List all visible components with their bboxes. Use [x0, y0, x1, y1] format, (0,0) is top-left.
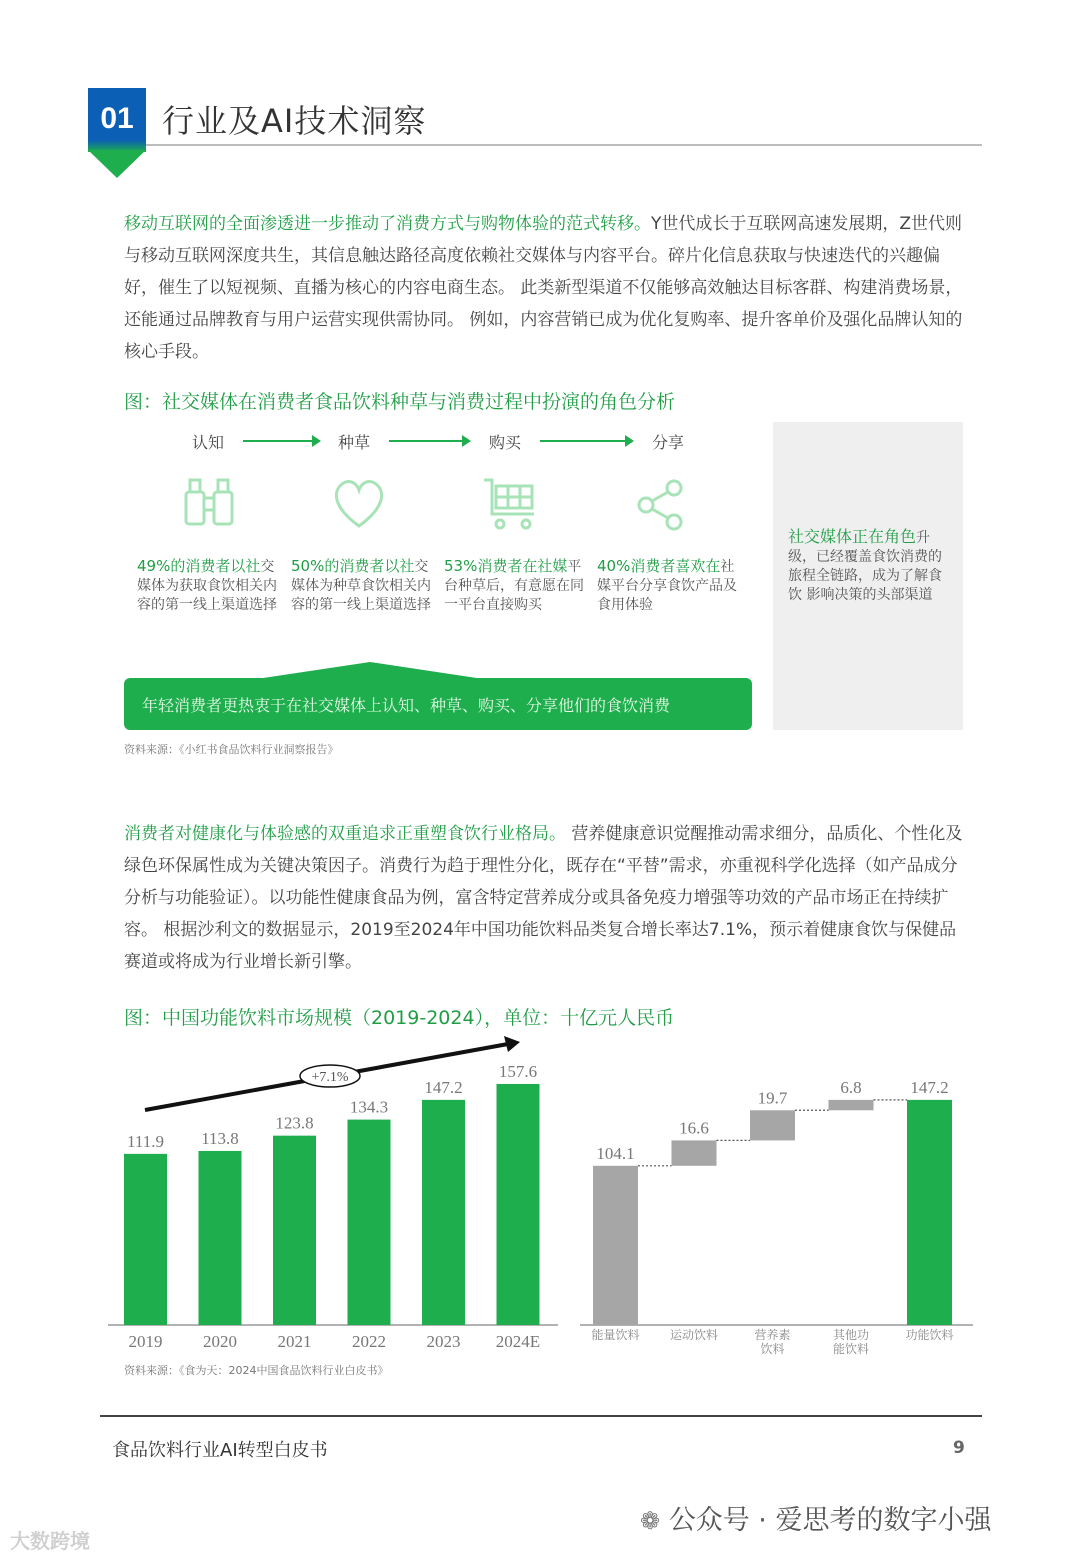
flow-arrow	[389, 440, 463, 442]
waterfall-bar	[750, 1110, 795, 1140]
x-tick-label: 2019	[128, 1332, 163, 1351]
stage-purchase: 购买	[488, 433, 521, 452]
waterfall-value-label: 16.6	[679, 1118, 709, 1138]
stat-lead: 53%消费者在社媒	[444, 557, 568, 575]
bar-2019	[124, 1154, 167, 1325]
waterfall-bar	[907, 1100, 952, 1325]
page-number: 9	[953, 1438, 965, 1458]
binoculars-icon	[174, 470, 244, 540]
figure-1-title: 图：社交媒体在消费者食品饮料种草与消费过程中扮演的角色分析	[124, 391, 676, 413]
watermark-text: 公众号 · 爱思考的数字小强	[668, 1505, 992, 1536]
bar-value-label: 111.9	[127, 1131, 164, 1151]
x-tick-label: 2023	[426, 1332, 461, 1351]
heart-icon	[324, 468, 394, 538]
waterfall-value-label: 6.8	[840, 1077, 862, 1097]
x-tick-label: 2020	[203, 1332, 237, 1351]
bar-2024E	[497, 1084, 540, 1325]
paragraph-2-highlight: 消费者对健康化与体验感的双重追求正重塑食饮行业格局。	[124, 824, 566, 844]
figure-1-source: 资料来源：《小红书食品饮料行业洞察报告》	[124, 743, 339, 756]
watermark	[640, 1498, 991, 1537]
shopping-cart-icon	[476, 470, 546, 540]
waterfall-bar	[829, 1100, 874, 1110]
bar-value-label: 134.3	[349, 1097, 389, 1117]
waterfall-chart-composition	[575, 1030, 975, 1360]
header-divider	[146, 144, 982, 146]
stage-seeding: 种草	[337, 433, 370, 452]
stat-lead: 49%的消费者以社	[137, 557, 261, 575]
waterfall-value-label: 19.7	[757, 1088, 788, 1108]
waterfall-bar	[672, 1140, 717, 1165]
x-tick-label: 运动饮料	[669, 1328, 719, 1342]
stat-text: 交媒体为种草食饮相关内容的第一线上渠道选择	[291, 559, 431, 613]
paragraph-1-body: Y世代成长于互联网高速发展期，Z世代则与移动互联网深度共生，其信息触达路径高度依赖社交媒体与内容平台。碎片化信息获取与快速迭代的兴趣偏好，催生了以短视频、直播为核心的内容电商生态。 此类新型渠道不仅能够高效触达目标客群、构建消费场景，还能通过品牌教育与用户运营实现供需协同。 例如，内容营销已成为优化复购率、提升客单价及强化品牌认知的核心手段。	[124, 214, 963, 362]
waterfall-bar	[593, 1166, 638, 1325]
stage-awareness: 认知	[191, 433, 224, 452]
stat-text: 社媒平台分享食饮产品及食用体验	[597, 559, 737, 613]
paragraph-2-body: 营养健康意识觉醒推动需求细分，品质化、个性化及绿色环保属性成为关键决策因子。消费行为趋于理性分化，既存在“平替”需求，亦重视科学化选择（如产品成分分析与功能验证）。以功能性健康食品为例，富含特定营养成分或具备免疫力增强等功效的产品市场正在持续扩容。 根据沙利文的数据显示，2019至2024年中国功能饮料品类复合增长率达7.1%，预示着健康食饮与保健品赛道或将成为行业增长新引擎。	[124, 824, 963, 972]
stat-awareness	[137, 557, 282, 615]
summary-banner: 年轻消费者更热衷于在社交媒体上认知、种草、购买、分享他们的食饮消费	[124, 678, 752, 730]
side-callout-text	[788, 527, 953, 605]
bar-2020	[199, 1151, 242, 1325]
figure-2-title: 图：中国功能饮料市场规模（2019-2024），单位：十亿元人民币	[124, 1007, 675, 1029]
x-tick-label: 2024E	[495, 1332, 541, 1351]
cagr-label: +7.1%	[311, 1070, 349, 1085]
stage-share: 分享	[651, 433, 684, 452]
bar-chart-market-size	[100, 1030, 560, 1360]
bar-value-label: 157.6	[498, 1061, 538, 1081]
bar-2022	[348, 1120, 391, 1325]
figure-2-source: 资料来源：《食为天：2024中国食品饮料行业白皮书》	[124, 1364, 389, 1377]
stat-text: 交媒体为获取食饮相关内容的第一线上渠道选择	[137, 559, 277, 613]
stat-share	[597, 557, 742, 615]
section-number-badge: 01	[88, 88, 146, 150]
footer-title: 食品饮料行业AI转型白皮书	[112, 1440, 328, 1461]
wechat-icon: ❁	[640, 1507, 661, 1535]
x-tick-label: 其他功	[832, 1328, 870, 1342]
side-callout-body: 升级，已经覆盖食饮消费的旅程全链路，成为了解食饮 影响决策的头部渠道	[788, 530, 942, 603]
section-title: 行业及AI技术洞察	[162, 102, 427, 140]
paragraph-2	[124, 818, 964, 978]
stat-lead: 50%的消费者以社	[291, 557, 415, 575]
bar-value-label: 113.8	[201, 1128, 239, 1148]
x-tick-label: 能量饮料	[591, 1328, 640, 1342]
bar-2021	[273, 1136, 316, 1325]
bar-value-label: 147.2	[424, 1077, 463, 1097]
waterfall-value-label: 147.2	[910, 1077, 949, 1097]
stat-lead: 40%消费者喜欢在	[597, 557, 721, 575]
cagr-arrow-head	[504, 1036, 520, 1052]
corner-watermark: 大数跨境	[10, 1529, 90, 1553]
side-callout-lead: 社交媒体正在角色	[788, 527, 917, 546]
x-tick-label: 2021	[277, 1332, 312, 1351]
x-tick-label-cont: 能饮料	[832, 1342, 870, 1356]
x-tick-label-cont: 饮料	[760, 1342, 785, 1356]
bar-2023	[422, 1100, 465, 1325]
bar-value-label: 123.8	[275, 1113, 314, 1133]
stat-purchase	[444, 557, 589, 615]
flow-arrow	[243, 440, 313, 442]
stat-text: 平台种草后，有意愿在同一平台直接购买	[444, 559, 584, 613]
x-tick-label: 2022	[352, 1332, 386, 1351]
x-tick-label: 营养素	[754, 1328, 791, 1342]
paragraph-1	[124, 208, 964, 368]
waterfall-value-label: 104.1	[596, 1143, 635, 1163]
footer-divider	[100, 1415, 982, 1417]
badge-pointer	[88, 150, 146, 178]
share-icon	[626, 470, 696, 540]
stat-seeding	[291, 557, 436, 615]
x-tick-label: 功能饮料	[905, 1328, 954, 1342]
paragraph-1-highlight: 移动互联网的全面渗透进一步推动了消费方式与购物体验的范式转移。	[124, 214, 651, 234]
flow-arrow	[540, 440, 626, 442]
